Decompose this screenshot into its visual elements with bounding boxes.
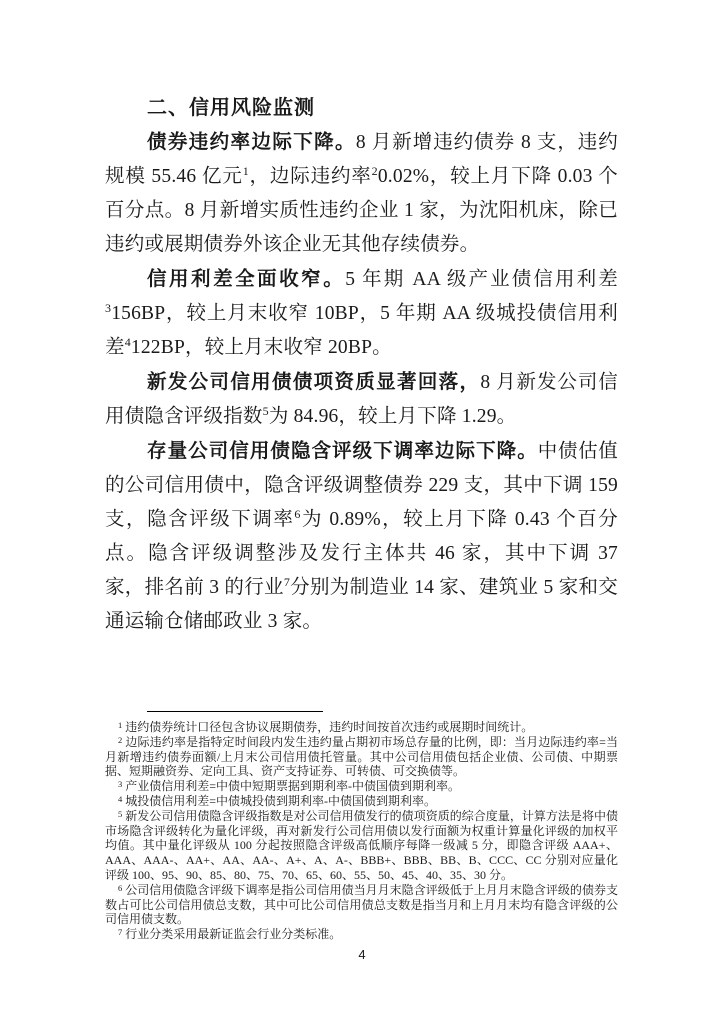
footnote-marker: 1 (118, 720, 123, 730)
paragraphs (105, 125, 618, 639)
footnote-list (105, 720, 618, 942)
paragraph-text: 中债估值的公司信用债中，隐含评级调整债券 229 支，其中下调 159 支，隐含评级下调率 (105, 441, 618, 530)
paragraph (105, 262, 618, 365)
footnote-marker: 2 (118, 734, 123, 745)
paragraph (105, 434, 618, 639)
paragraph-text: 为 84.96，较上月下降 1.29。 (268, 406, 517, 427)
section-heading: 二、信用风险监测 (147, 97, 315, 119)
footnote-ref: 2 (371, 164, 378, 178)
footnote-text: 产业债信用利差=中债中短期票据到期利率-中债国债到期利率。 (122, 779, 461, 794)
footnote-text: 违约债券统计口径包含协议展期债券，违约时间按首次违约或展期时间统计。 (122, 720, 534, 734)
footnote-text: 新发公司信用债隐含评级指数是对公司信用债发行的债项资质的综合度量，计算方法是将中债市场隐含评级转化为量化评级，再对新发行公司信用债以发行面额为权重计算量化评级的加权平均值。其中量化评级从 100 分起按照隐含评级高低顺序每降一级减 5 分，即隐含评级 AAA+、AAA、AAA-、AA+、AA、AA-、A+、A、A-、BBB+、BBB、BB、B、CCC、CC 分别对应量化评级 100、95、90、85、80、75、70、65、60、55、50、45、40、35、30 分。 (105, 808, 618, 882)
paragraph-text: 8 月新发公司信用债隐含评级指数 (105, 372, 618, 427)
paragraph-text: 8 月新增违约债券 8 支，违约规模 55.46 亿元 (105, 132, 618, 187)
footnotes (105, 703, 618, 942)
footnote-text: 边际违约率是指特定时间段内发生违约量占期初市场总存量的比例，即：当月边际违约率=当月新增违约债券面额/上月末公司信用债托管量。其中公司信用债包括企业债、公司债、中期票据、短期融资券、定向工具、资产支持证券、可转债、可交换债等。 (105, 734, 618, 779)
footnote (105, 720, 618, 735)
footnote (105, 794, 618, 809)
footnote-marker: 5 (118, 808, 123, 819)
paragraph-lead: 存量公司信用债隐含评级下调率边际下降。 (147, 440, 538, 462)
paragraph-lead: 债券违约率边际下降。 (147, 131, 356, 153)
footnote (105, 779, 618, 794)
paragraph-text: 0.02%，较上月下降 0.03 个百分点。8 月新增实质性违约企业 1 家，为沈阳机床，除已违约或展期债券外该企业无其他存续债券。 (105, 166, 619, 255)
paragraph-text: 5 年期 AA 级产业债信用利差 (345, 269, 618, 290)
paragraph-text: ，边际违约率 (248, 166, 372, 187)
footnote-marker: 7 (118, 927, 123, 938)
document-body (105, 91, 618, 639)
footnote-ref: 7 (283, 575, 291, 589)
footnote-ref: 6 (294, 507, 301, 521)
paragraph-lead: 新发公司信用债债项资质显著回落， (147, 371, 481, 393)
paragraph (105, 365, 618, 434)
footnote-ref: 3 (105, 301, 112, 315)
paragraph-lead: 信用利差全面收窄。 (147, 268, 346, 290)
footnote-marker: 6 (118, 882, 123, 893)
footnote-ref: 4 (124, 335, 131, 349)
footnote-ref: 1 (242, 164, 249, 178)
paragraph-text: 156BP，较上月末收窄 10BP，5 年期 AA 级城投债信用利差 (105, 303, 618, 358)
footnote (105, 927, 618, 942)
footnote-text: 行业分类采用最新证监会行业分类标准。 (122, 927, 342, 942)
footnote (105, 883, 618, 927)
paragraph (105, 125, 618, 262)
footnote-text: 城投债信用利差=中债城投债到期利率-中债国债到期利率。 (122, 793, 437, 808)
footnote-ref: 5 (262, 404, 269, 418)
paragraph-text: 分别为制造业 14 家、建筑业 5 家和交通运输仓储邮政业 3 家。 (105, 577, 619, 632)
paragraph-text: 为 0.89%，较上月下降 0.43 个百分点。隐含评级调整涉及发行主体共 46 家，其中下调 37 家，排名前 3 的行业 (105, 509, 618, 598)
footnote-marker: 3 (118, 779, 123, 790)
footnote-separator (147, 711, 323, 712)
footnote-marker: 4 (118, 793, 123, 804)
footnote (105, 735, 618, 779)
paragraph-text: 122BP，较上月末收窄 20BP。 (130, 337, 392, 358)
footnote-text: 公司信用债隐含评级下调率是指公司信用债当月月末隐含评级低于上月月末隐含评级的债券支数占可比公司信用债总支数，其中可比公司信用债总支数是指当月和上月月末均有隐含评级的公司信用债支数。 (105, 882, 618, 927)
page-number: 4 (358, 947, 366, 962)
footnote (105, 809, 618, 883)
